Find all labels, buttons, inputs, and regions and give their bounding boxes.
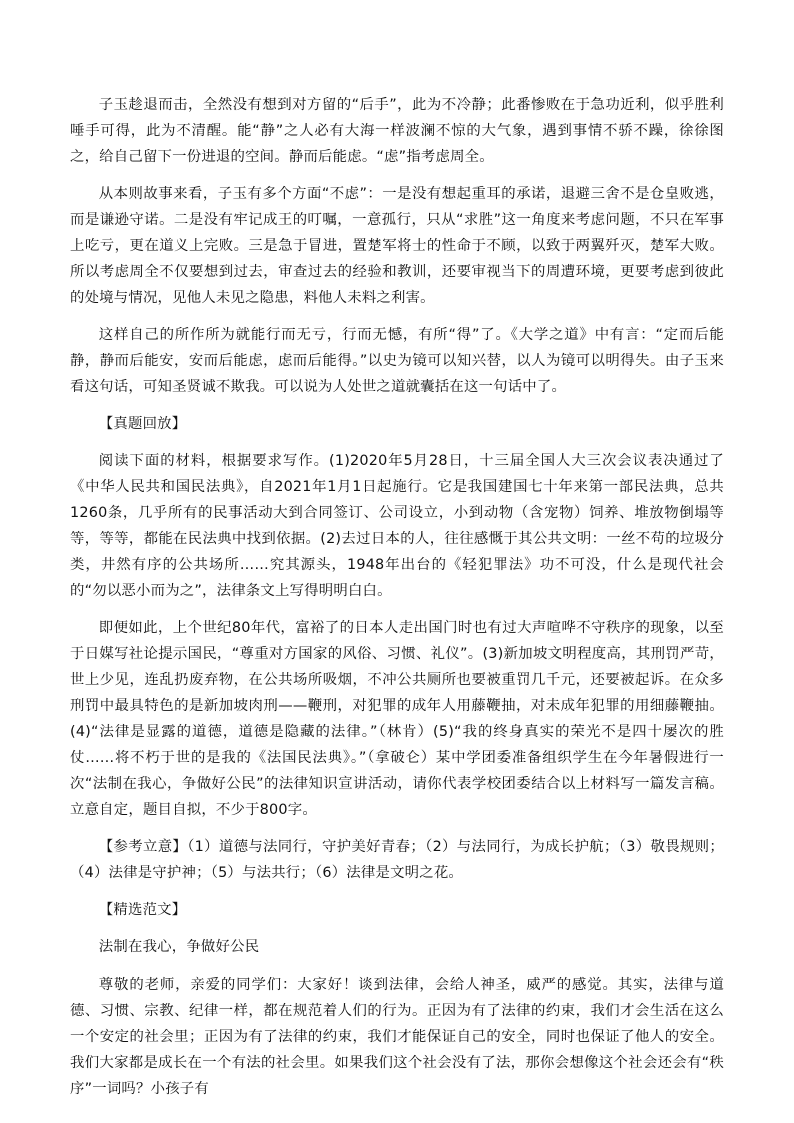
section-heading-replay: 【真题回放】 bbox=[98, 416, 187, 432]
document-body bbox=[70, 92, 724, 1113]
essay-title: 法制在我心，争做好公民 bbox=[98, 939, 260, 955]
essay-paragraph: 尊敬的老师，亲爱的同学们：大家好！谈到法律，会给人神圣，威严的感觉。其实，法律与道德、习惯、宗教、纪律一样，都在规范着人们的行为。正因为有了法律的约束，我们才会生活在这么一个安定的社会里；正因为有了法律的约束，我们才能保证自己的安全，同时也保证了他人的安全。我们大家都是成长在一个有法的社会里。如果我们这个社会没有了法，那你会想像这个社会还会有“秩序”一词吗？小孩子有 bbox=[70, 977, 724, 1097]
prompt-paragraph: 即便如此，上个世纪80年代，富裕了的日本人走出国门时也有过大声喧哗不守秩序的现象，以至于日媒写社论提示国民，“尊重对方国家的风俗、习惯、礼仪”。(3)新加坡文明程度高，其刑罚严苛，世上少见，连乱扔废弃物，在公共场所吸烟，不冲公共厕所也要被重罚几千元，还要被起诉。在众多刑罚中最具特色的是新加坡肉刑——鞭刑，对犯罪的成年人用藤鞭抽，对未成年犯罪的用细藤鞭抽。(4)“法律是显露的道德，道德是隐藏的法律。”（林肯）(5)“我的终身真实的荣光不是四十屡次的胜仗……将不朽于世的是我的《法国民法典》。”（拿破仑）某中学团委准备组织学生在今年暑假进行一次“法制在我心，争做好公民”的法律知识宣讲活动，请你代表学校团委结合以上材料写一篇发言稿。立意自定，题目自拟，不少于800字。 bbox=[70, 620, 724, 818]
reference-ideas: 【参考立意】（1）道德与法同行，守护美好青春；（2）与法同行，为成长护航；（3）敬畏规则；（4）法律是守护神；（5）与法共行；（6）法律是文明之花。 bbox=[70, 839, 724, 881]
prompt-paragraph: 阅读下面的材料，根据要求写作。(1)2020年5月28日，十三届全国人大三次会议表决通过了《中华人民共和国民法典》，自2021年1月1日起施行。它是我国建国七十年来第一部民法典，总共1260条，几乎所有的民事活动大到合同签订、公司设立，小到动物（含宠物）饲养、堆放物倒塌等等，等等，都能在民法典中找到依据。(2)去过日本的人，往往感慨于其公共文明：一丝不苟的垃圾分类，井然有序的公共场所……究其源头，1948年出台的《轻犯罪法》功不可没，什么是现代社会的“勿以恶小而为之”，法律条文上写得明明白白。 bbox=[70, 453, 724, 599]
body-paragraph: 子玉趁退而击，全然没有想到对方留的“后手”，此为不冷静；此番惨败在于急功近利，似乎胜利唾手可得，此为不清醒。能“静”之人必有大海一样波澜不惊的大气象，遇到事情不骄不躁，徐徐图之，给自己留下一份进退的空间。静而后能虑。“虑”指考虑周全。 bbox=[70, 97, 724, 165]
body-paragraph: 这样自己的所作所为就能行而无亏，行而无憾，有所“得”了。《大学之道》中有言：“定而后能静，静而后能安，安而后能虑，虑而后能得。”以史为镜可以知兴替，以人为镜可以明得失。由子玉来看这句话，可知圣贤诚不欺我。可以说为人处世之道就囊括在这一句话中了。 bbox=[70, 327, 724, 395]
body-paragraph: 从本则故事来看，子玉有多个方面“不虑”：一是没有想起重耳的承诺，退避三舍不是仓皇败逃，而是谦逊守诺。二是没有牢记成王的叮嘱，一意孤行，只从“求胜”这一角度来考虑问题，不只在军事上吃亏，更在道义上完败。三是急于冒进，置楚军将士的性命于不顾，以致于两翼歼灭，楚军大败。所以考虑周全不仅要想到过去，审查过去的经验和教训，还要审视当下的周遭环境，更要考虑到彼此的处境与情况，见他人未见之隐患，料他人未料之利害。 bbox=[70, 186, 724, 306]
section-heading-sample: 【精选范文】 bbox=[98, 902, 187, 918]
